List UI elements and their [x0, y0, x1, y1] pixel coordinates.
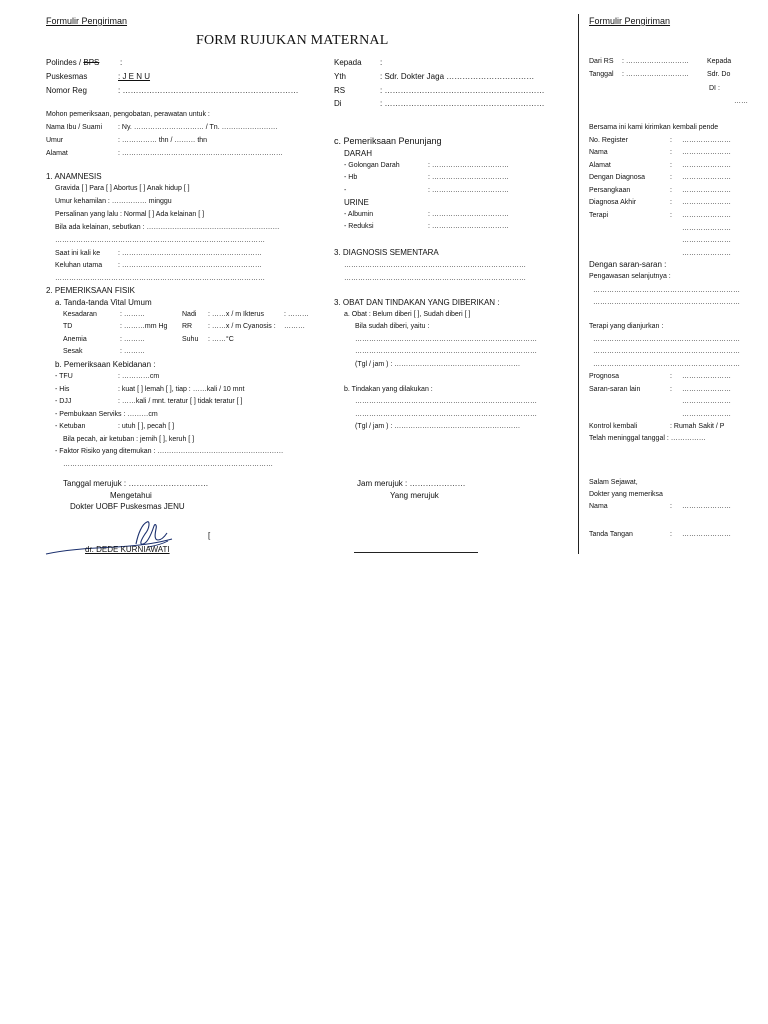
persangkaan-label: Persangkaan — [589, 187, 631, 194]
bila-pecah: Bila pecah, air ketuban : jernih [ ], keruh [ ] — [63, 436, 195, 443]
sesak-label: Sesak — [63, 348, 83, 355]
bila-diberi: Bila sudah diberi, yaitu : — [355, 323, 430, 330]
nomor-reg-value: : ………………………………………………………… — [118, 86, 299, 95]
dots-field: ………………… — [682, 531, 731, 538]
tanggal-merujuk: Tanggal merujuk : ………………………… — [63, 479, 209, 488]
fisik-heading: 2. PEMERIKSAAN FISIK — [46, 286, 135, 295]
nama-label-right: Nama — [589, 149, 608, 156]
serviks-line: - Pembukaan Serviks : ………cm — [55, 411, 158, 418]
dash-label: - — [344, 187, 347, 194]
nomor-reg-label: Nomor Reg — [46, 86, 87, 95]
kepada-value: : — [380, 58, 383, 67]
prognosa-label: Prognosa — [589, 373, 619, 380]
saran-lain-label: Saran-saran lain — [589, 386, 641, 393]
saran-heading: Dengan saran-saran : — [589, 260, 667, 269]
colon: : — [670, 199, 672, 206]
diagnosis-heading: 3. DIAGNOSIS SEMENTARA — [334, 248, 439, 257]
albumin-value: : …………………………… — [428, 211, 509, 218]
dots-line: ……………………………………………………… — [593, 287, 740, 294]
dots-field: ………………… — [682, 187, 731, 194]
dari-rs-label: Dari RS — [589, 58, 614, 65]
tgl-jam-tindakan: (Tgl / jam ) : ……………………………………………… — [355, 423, 521, 430]
dots-line: ……………………………………………………………………………… — [63, 461, 273, 468]
darah-heading: DARAH — [344, 149, 373, 158]
umur-value: : …………… thn / ……… thn — [118, 137, 208, 144]
albumin-label: - Albumin — [344, 211, 374, 218]
polindes-label: Polindes / BPS — [46, 58, 100, 67]
noreg-label: No. Register — [589, 137, 628, 144]
tfu-value: : …………cm — [118, 373, 160, 380]
nadi-value: : ……x / m Ikterus — [208, 311, 265, 318]
keluhan-label: Keluhan utama — [55, 262, 103, 269]
alamat-value: : …………………………………………………………… — [118, 150, 283, 157]
sesak-value: : ……… — [120, 348, 145, 355]
salam-text: Salam Sejawat, — [589, 479, 638, 486]
bersama-text: Bersama ini kami kirimkan kembali pende — [589, 124, 719, 131]
dots-line: ……………………………………………………………………………… — [55, 275, 265, 282]
kebidanan-heading: b. Pemeriksaan Kebidanan : — [55, 360, 156, 369]
td-value: : ………mm Hg — [120, 323, 168, 330]
kesadaran-value: : ……… — [120, 311, 145, 318]
dots-field: ………………… — [682, 225, 731, 232]
dots-line: ……………………………………………………… — [593, 361, 740, 368]
yang-merujuk: Yang merujuk — [390, 491, 439, 500]
tfu-label: - TFU — [55, 373, 73, 380]
obat-heading: 3. OBAT DAN TINDAKAN YANG DIBERIKAN : — [334, 298, 500, 307]
umur-label: Umur — [46, 137, 64, 144]
vital-heading: a. Tanda-tanda Vital Umum — [55, 298, 152, 307]
colon: : — [670, 174, 672, 181]
tindakan-line: b. Tindakan yang dilakukan : — [344, 386, 433, 393]
djj-label: - DJJ — [55, 398, 72, 405]
tgl-jam-obat: (Tgl / jam ) : ……………………………………………… — [355, 361, 521, 368]
his-label: - His — [55, 386, 70, 393]
sdr-do: Sdr. Do — [707, 71, 731, 78]
terapi-lanjut-label: Terapi yang dianjurkan : — [589, 323, 664, 330]
dots-short: …… — [734, 98, 748, 105]
dots-line: …………………………………………………………………… — [344, 275, 526, 282]
colon: : — [670, 373, 672, 380]
reduksi-label: - Reduksi — [344, 223, 374, 230]
dokter-pemeriksa: Dokter yang memeriksa — [589, 491, 663, 498]
ketuban-value: : utuh [ ], pecah [ ] — [118, 423, 175, 430]
gravida-line: Gravida [ ] Para [ ] Abortus [ ] Anak hidup [ ] — [55, 185, 190, 192]
anamnesis-heading: 1. ANAMNESIS — [46, 172, 102, 181]
colon: : — [670, 212, 672, 219]
colon: : — [670, 503, 672, 510]
kontrol-value: : Rumah Sakit / P — [670, 423, 725, 430]
nama-ibu-value: : Ny. ………………………… / Tn. …………………… — [118, 124, 278, 131]
tanggal-right-label: Tanggal — [589, 71, 614, 78]
td-label: TD — [63, 323, 73, 330]
column-divider — [578, 14, 579, 554]
meninggal-line: Telah meninggal tanggal : …………… — [589, 435, 706, 442]
kesadaran-label: Kesadaran — [63, 311, 97, 318]
pengawasan-label: Pengawasan selanjutnya : — [589, 273, 671, 280]
persalinan-line: Persalinan yang lalu : Normal [ ] Ada kelainan [ ] — [55, 211, 205, 218]
umur-kehamilan: Umur kehamilan : …………… minggu — [55, 198, 172, 205]
bracket-mark: [ — [208, 531, 211, 540]
dots-line: ……………………………………………………… — [593, 348, 740, 355]
suhu-label: Suhu — [182, 336, 199, 343]
ttd-label: Tanda Tangan — [589, 531, 633, 538]
kepada-label: Kepada — [334, 58, 362, 67]
hb-value: : …………………………… — [428, 174, 509, 181]
dots-line: …………………………………………………………………… — [355, 336, 537, 343]
kepada-right: Kepada — [707, 58, 732, 65]
dots-field: ………………… — [682, 149, 731, 156]
obat-a-line: a. Obat : Belum diberi [ ], Sudah diberi [ ] — [344, 311, 471, 318]
dots-line: ……………………………………………………………………………… — [55, 237, 265, 244]
alamat-label: Alamat — [46, 150, 68, 157]
keluhan-value: : …………………………………………………… — [118, 262, 262, 269]
golongan-label: - Golongan Darah — [344, 162, 400, 169]
cyanosis-value: ……… — [284, 323, 305, 330]
saat-kali-label: Saat ini kali ke — [55, 250, 101, 257]
dots-line: ……………………………………………………… — [593, 336, 740, 343]
nama-dokter: dr. DEDE KURNIAWATI — [85, 545, 170, 554]
dots-field: ………………… — [682, 398, 731, 405]
rs-value: : …………………………………………………… — [380, 86, 545, 95]
dots-line: …………………………………………………………………… — [355, 411, 537, 418]
faktor-risiko: - Faktor Risiko yang ditemukan : ……………………………………………… — [55, 448, 284, 455]
colon: : — [670, 162, 672, 169]
dots-line: …………………………………………………………………… — [355, 348, 537, 355]
dokter-label: Dokter UOBF Puskesmas JENU — [70, 502, 185, 511]
dots-field: ………………… — [682, 137, 731, 144]
dots-field: ………………… — [682, 199, 731, 206]
colon: : — [670, 137, 672, 144]
urine-heading: URINE — [344, 198, 369, 207]
dots-field: ………………… — [682, 212, 731, 219]
yth-value: : Sdr. Dokter Jaga …………………………… — [380, 72, 535, 81]
alamat-label-right: Alamat — [589, 162, 611, 169]
nama-sig-label: Nama — [589, 503, 608, 510]
ketuban-label: - Ketuban — [55, 423, 86, 430]
di-value: : …………………………………………………… — [380, 99, 545, 108]
hb-label: - Hb — [344, 174, 358, 181]
colon: : — [670, 149, 672, 156]
nama-ibu-label: Nama Ibu / Suami — [46, 124, 103, 131]
his-value: : kuat [ ] lemah [ ], tiap : ……kali / 10 mnt — [118, 386, 245, 393]
colon: : — [670, 386, 672, 393]
saat-kali-value: : …………………………………………………… — [118, 250, 262, 257]
golongan-value: : …………………………… — [428, 162, 509, 169]
dots-line: …………………………………………………………………… — [355, 398, 537, 405]
ikterus-value: : ……… — [284, 311, 309, 318]
dots-field: ………………… — [682, 373, 731, 380]
signature-line — [354, 552, 478, 553]
form-title: FORM RUJUKAN MATERNAL — [196, 33, 389, 48]
dari-rs-value: : ……………………… — [622, 58, 689, 65]
dots-line: …………………………………………………………………… — [344, 262, 526, 269]
suhu-value: : ……°C — [208, 336, 234, 343]
dots-field: ………………… — [682, 174, 731, 181]
mohon-text: Mohon pemeriksaan, pengobatan, perawatan untuk : — [46, 111, 210, 118]
form-header-left: Formulir Pengiriman — [46, 16, 128, 26]
puskesmas-label: Puskesmas — [46, 72, 88, 81]
kontrol-label: Kontrol kembali — [589, 423, 638, 430]
dots-field: ………………… — [682, 250, 731, 257]
penunjang-heading: c. Pemeriksaan Penunjang — [334, 136, 442, 146]
mengetahui-label: Mengetahui — [110, 491, 152, 500]
anemia-value: : ……… — [120, 336, 145, 343]
dots-field: ………………… — [682, 237, 731, 244]
dots-field: ………………… — [682, 162, 731, 169]
rr-value: : ……x / m Cyanosis : — [208, 323, 276, 330]
dash-value: : …………………………… — [428, 187, 509, 194]
rr-label: RR — [182, 323, 193, 330]
anemia-label: Anemia — [63, 336, 87, 343]
terapi-label: Terapi — [589, 212, 609, 219]
reduksi-value: : …………………………… — [428, 223, 509, 230]
dots-field: ………………… — [682, 411, 731, 418]
puskesmas-value: : J E N U — [118, 72, 151, 81]
jam-merujuk: Jam merujuk : ………………… — [357, 479, 466, 488]
form-header-right: Formulir Pengiriman — [589, 16, 671, 26]
polindes-colon: : — [120, 58, 123, 67]
di-label: Di — [334, 99, 342, 108]
colon: : — [670, 531, 672, 538]
diagnosa-label: Dengan Diagnosa — [589, 174, 646, 181]
colon: : — [670, 187, 672, 194]
di-right: DI : — [709, 85, 720, 92]
rs-label: RS — [334, 86, 346, 95]
yth-label: Yth — [334, 72, 347, 81]
bila-kelainan: Bila ada kelainan, sebutkan : ………………………………………………… — [55, 224, 280, 231]
dots-field: ………………… — [682, 386, 731, 393]
nadi-label: Nadi — [182, 311, 197, 318]
diagnosa-akhir-label: Diagnosa Akhir — [589, 199, 637, 206]
dots-field: ………………… — [682, 503, 731, 510]
djj-value: : ……kali / mnt. teratur [ ] tidak teratur [ ] — [118, 398, 243, 405]
tanggal-right-value: : ……………………… — [622, 71, 689, 78]
dots-line: ……………………………………………………… — [593, 299, 740, 306]
